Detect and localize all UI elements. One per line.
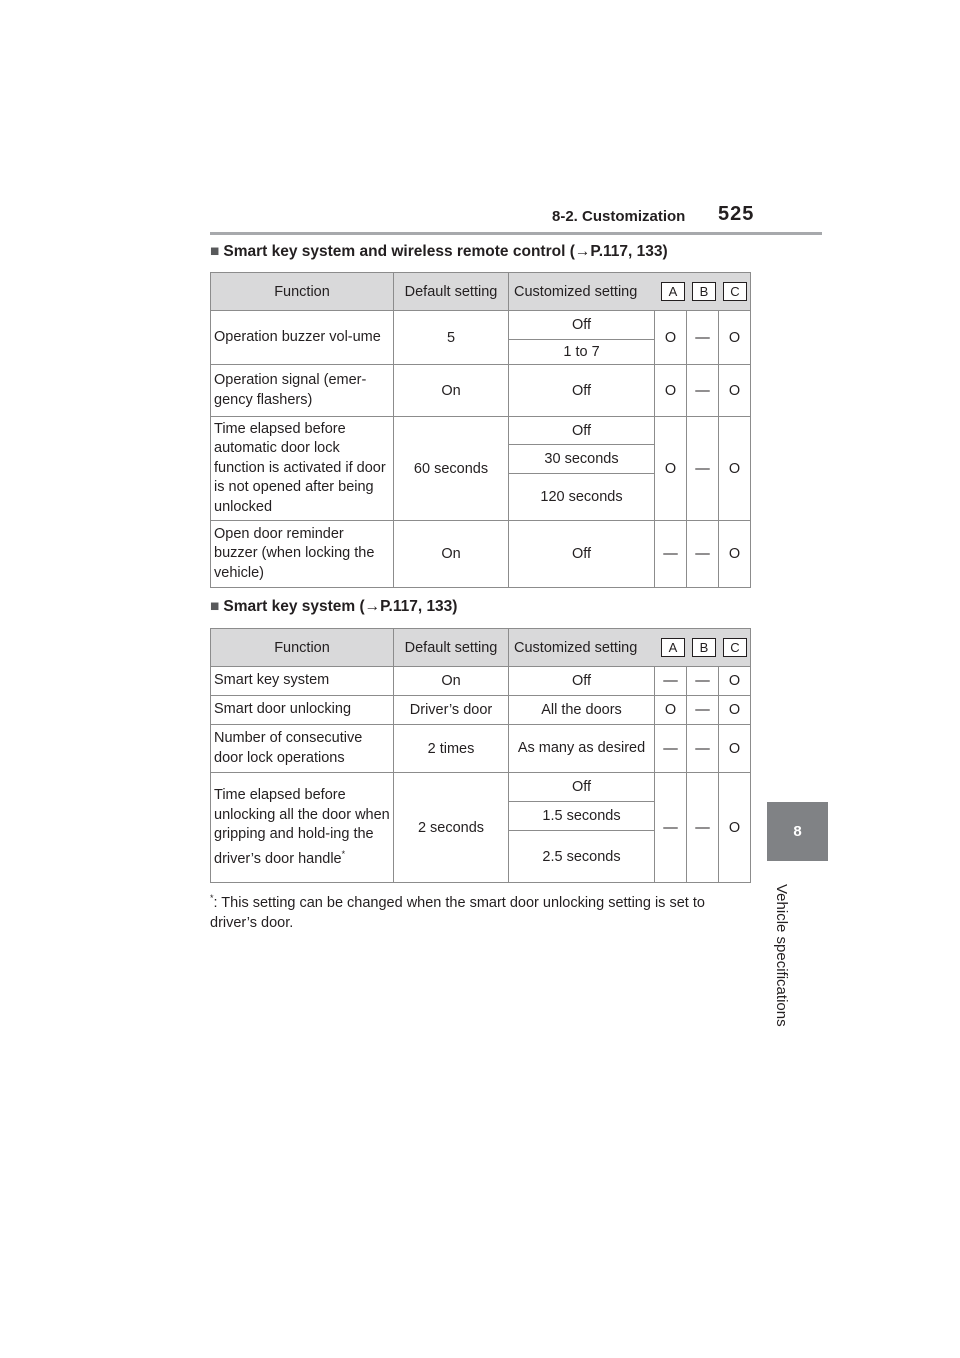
column-a-icon: A: [661, 638, 685, 657]
default-cell: On: [394, 365, 509, 417]
table-row: [211, 521, 751, 588]
function-cell: Smart key system: [211, 667, 394, 696]
option-cell: Off: [509, 365, 655, 417]
option-cell: Off: [509, 521, 655, 588]
column-c-icon: C: [723, 638, 747, 657]
column-b-icon: B: [692, 282, 716, 301]
section-title: 8-2. Customization: [552, 208, 686, 225]
column-header-function: Function: [211, 273, 394, 311]
mark-c: O: [719, 696, 751, 725]
table-row: [211, 773, 751, 802]
column-b-icon: B: [692, 638, 716, 657]
option-cell: Off: [509, 311, 655, 340]
default-cell: 2 times: [394, 725, 509, 773]
square-bullet-icon: ■: [210, 598, 220, 615]
option-cell: Off: [509, 773, 655, 802]
mark-a: O: [655, 417, 687, 521]
function-cell: Operation buzzer vol-ume: [211, 311, 394, 365]
chapter-number: 8: [793, 823, 802, 840]
option-cell: 30 seconds: [509, 445, 655, 474]
option-cell: Off: [509, 667, 655, 696]
customized-label: Customized setting: [514, 283, 638, 300]
option-cell: All the doors: [509, 696, 655, 725]
mark-a: —: [655, 725, 687, 773]
table-row: [211, 725, 751, 773]
mark-a: —: [655, 667, 687, 696]
settings-table-2: [210, 628, 751, 883]
mark-a: O: [655, 311, 687, 365]
default-cell: 2 seconds: [394, 773, 509, 883]
section-heading-1: [210, 243, 668, 261]
option-cell: As many as desired: [509, 725, 655, 773]
column-header-customized: [509, 629, 751, 667]
footnote-text: : This setting can be changed when the smart door unlocking setting is set to driver’s door.: [210, 894, 705, 931]
mark-c: O: [719, 773, 751, 883]
mark-b: —: [687, 696, 719, 725]
mark-b: —: [687, 521, 719, 588]
mark-b: —: [687, 311, 719, 365]
page-number: 525: [718, 203, 755, 225]
table-row: [211, 417, 751, 445]
mark-a: O: [655, 696, 687, 725]
table-row: [211, 696, 751, 725]
mark-c: O: [719, 667, 751, 696]
section-heading-2-text: Smart key system (→P.117, 133): [223, 598, 458, 615]
function-cell: [211, 773, 394, 883]
chapter-label: Vehicle specifications: [773, 883, 790, 1027]
default-cell: Driver’s door: [394, 696, 509, 725]
column-c-icon: C: [723, 282, 747, 301]
mark-b: —: [687, 725, 719, 773]
function-cell: Number of consecutive door lock operations: [211, 725, 394, 773]
section-heading-2: [210, 598, 457, 616]
customized-label: Customized setting: [514, 639, 638, 656]
mark-a: O: [655, 365, 687, 417]
mark-b: —: [687, 365, 719, 417]
mark-b: —: [687, 667, 719, 696]
mark-c: O: [719, 311, 751, 365]
function-cell: Time elapsed before automatic door lock function is activated if door is not opened after being unlocked: [211, 417, 394, 521]
chapter-tab[interactable]: [767, 802, 828, 861]
option-cell: 120 seconds: [509, 474, 655, 521]
header-divider: [210, 232, 822, 235]
default-cell: On: [394, 667, 509, 696]
mark-c: O: [719, 725, 751, 773]
footnote-marker: *: [210, 893, 214, 903]
option-cell: 1.5 seconds: [509, 802, 655, 831]
mark-c: O: [719, 417, 751, 521]
mark-a: —: [655, 521, 687, 588]
mark-c: O: [719, 521, 751, 588]
table-row: [211, 311, 751, 340]
column-a-icon: A: [661, 282, 685, 301]
function-cell: Smart door unlocking: [211, 696, 394, 725]
function-text: Time elapsed before unlocking all the door when gripping and hold-ing the driver’s door handle: [214, 787, 390, 867]
function-cell: Operation signal (emer-gency flashers): [211, 365, 394, 417]
table-header-row: [211, 273, 751, 311]
mark-b: —: [687, 417, 719, 521]
settings-table-1: [210, 272, 751, 588]
mark-a: —: [655, 773, 687, 883]
column-header-default: Default setting: [394, 273, 509, 311]
square-bullet-icon: ■: [210, 243, 220, 260]
function-cell: Open door reminder buzzer (when locking the vehicle): [211, 521, 394, 588]
table-header-row: [211, 629, 751, 667]
mark-b: —: [687, 773, 719, 883]
option-cell: Off: [509, 417, 655, 445]
table-row: [211, 667, 751, 696]
footnote-marker: *: [341, 848, 346, 859]
column-header-default: Default setting: [394, 629, 509, 667]
default-cell: On: [394, 521, 509, 588]
column-header-function: Function: [211, 629, 394, 667]
default-cell: 5: [394, 311, 509, 365]
option-cell: 1 to 7: [509, 340, 655, 365]
column-header-customized: [509, 273, 751, 311]
section-heading-1-text: Smart key system and wireless remote control (→P.117, 133): [223, 243, 668, 260]
default-cell: 60 seconds: [394, 417, 509, 521]
table-row: [211, 365, 751, 417]
option-cell: 2.5 seconds: [509, 831, 655, 883]
footnote: [210, 888, 755, 933]
mark-c: O: [719, 365, 751, 417]
